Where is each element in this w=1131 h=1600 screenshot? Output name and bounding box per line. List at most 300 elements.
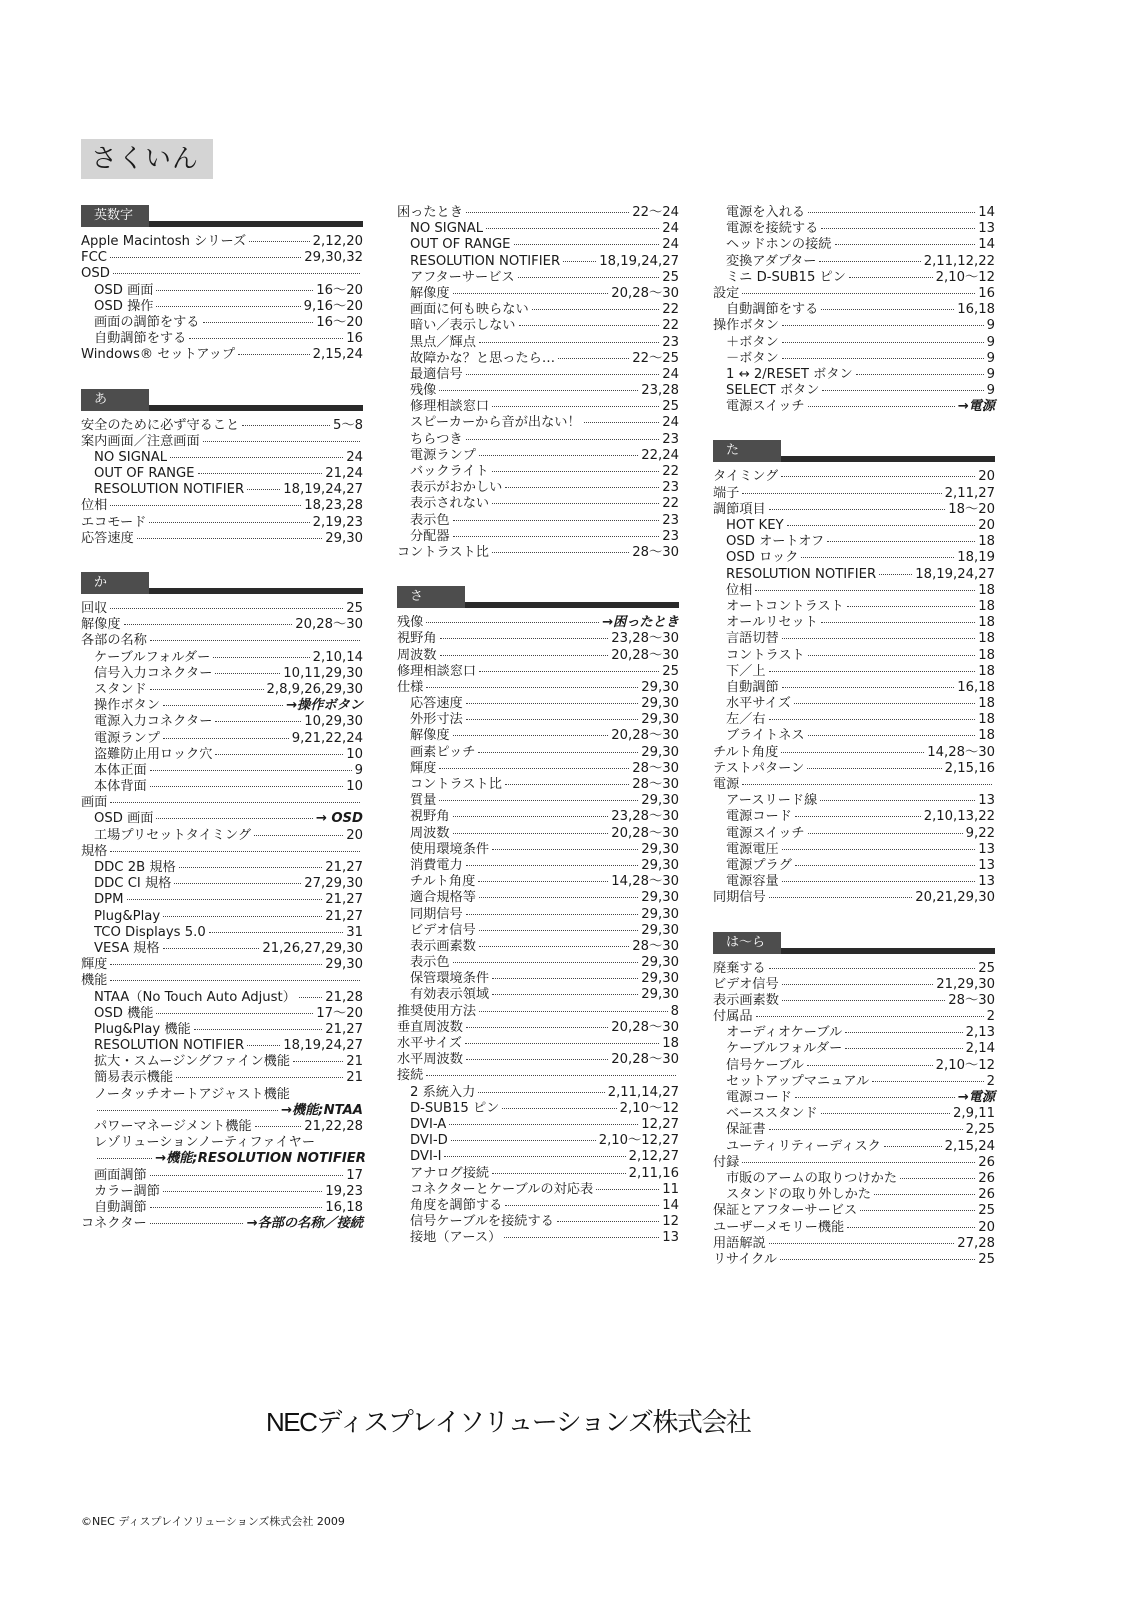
page-numbers: 2,15,24 xyxy=(944,1138,995,1154)
dot-leader xyxy=(821,622,975,623)
page-numbers: 29,30 xyxy=(641,922,679,938)
dot-leader xyxy=(453,833,609,834)
dot-leader xyxy=(819,261,920,262)
index-entry xyxy=(81,844,363,860)
copyright-notice: ©NEC ディスプレイソリューションズ株式会社 2009 xyxy=(81,1515,345,1528)
index-term: 視野角 xyxy=(410,809,450,825)
index-term: 画面に何も映らない xyxy=(410,302,529,318)
index-entry xyxy=(397,1052,679,1068)
dot-leader xyxy=(769,509,946,510)
page-numbers: 20 xyxy=(978,1219,995,1235)
index-term: リサイクル xyxy=(713,1251,778,1267)
index-term: オーディオケーブル xyxy=(726,1025,843,1041)
index-entry xyxy=(81,957,363,973)
index-entry xyxy=(713,1171,995,1187)
index-term: 保証とアフターサービス xyxy=(713,1203,858,1219)
dot-leader xyxy=(466,865,638,866)
page-numbers: 9 xyxy=(354,762,363,778)
index-entry xyxy=(713,534,995,550)
index-term: 左／右 xyxy=(726,712,766,728)
dot-leader xyxy=(782,881,975,882)
page-numbers: 18,19,24,27 xyxy=(283,482,363,498)
page-numbers: 18,19,24,27 xyxy=(283,1038,363,1054)
page-numbers: 18 xyxy=(978,696,995,712)
dot-leader xyxy=(781,752,924,753)
dot-leader xyxy=(821,1113,950,1114)
index-entry xyxy=(397,383,679,399)
page-numbers: 16～20 xyxy=(316,282,363,298)
page-numbers: 10,11,29,30 xyxy=(283,665,363,681)
page-numbers: 12 xyxy=(662,1214,679,1230)
index-entry xyxy=(397,1036,679,1052)
page-numbers: 16 xyxy=(346,331,363,347)
index-term: ケーブルフォルダー xyxy=(726,1041,843,1057)
index-entry xyxy=(81,1119,363,1135)
index-term: 残像 xyxy=(397,615,424,631)
dot-leader xyxy=(492,406,659,407)
dot-leader xyxy=(110,980,360,981)
dot-leader xyxy=(426,1075,676,1076)
page-numbers: 18 xyxy=(978,534,995,550)
index-term: チルト角度 xyxy=(410,874,476,890)
index-entry xyxy=(713,237,995,253)
index-entry xyxy=(397,480,679,496)
index-entry xyxy=(81,450,363,466)
section-heading xyxy=(397,586,679,608)
page-numbers: 23 xyxy=(662,512,679,528)
dot-leader xyxy=(782,687,954,688)
index-entry xyxy=(81,682,363,698)
index-term: TCO Displays 5.0 xyxy=(94,924,206,940)
index-entry xyxy=(81,1103,363,1119)
index-term: －ボタン xyxy=(726,350,779,366)
index-entry xyxy=(713,977,995,993)
page-numbers: 9,16～20 xyxy=(303,298,363,314)
dot-leader xyxy=(198,473,323,474)
dot-leader xyxy=(505,1205,659,1206)
index-entry xyxy=(713,777,995,793)
dot-leader xyxy=(110,505,301,506)
index-term: 水平サイズ xyxy=(726,696,791,712)
index-term: OSD 画面 xyxy=(94,811,154,827)
index-term: 垂直周波数 xyxy=(397,1019,463,1035)
page-numbers: 29,30 xyxy=(641,906,679,922)
index-term: 解像度 xyxy=(410,728,450,744)
page-numbers: 9 xyxy=(986,334,995,350)
index-entry xyxy=(397,907,679,923)
index-term: DVI-D xyxy=(410,1133,448,1149)
index-entry xyxy=(713,1106,995,1122)
index-entry xyxy=(713,648,995,664)
dot-leader xyxy=(426,622,599,623)
dot-leader xyxy=(781,476,975,477)
page-numbers: 2,11,14,27 xyxy=(607,1084,679,1100)
index-term: ベーススタンド xyxy=(726,1106,818,1122)
dot-leader xyxy=(492,471,659,472)
index-term: コントラスト比 xyxy=(397,544,489,560)
index-entry xyxy=(713,761,995,777)
index-term: 電源コード xyxy=(726,1090,792,1105)
index-term: 表示がおかしい xyxy=(410,480,503,496)
dot-leader xyxy=(820,800,975,801)
index-term: DPM xyxy=(94,892,124,908)
dot-leader xyxy=(478,881,608,882)
dot-leader xyxy=(479,671,659,672)
cross-reference: →電源 xyxy=(957,1090,995,1105)
page-numbers: 21,24 xyxy=(325,466,363,482)
index-entry xyxy=(397,631,679,647)
dot-leader xyxy=(782,1000,945,1001)
index-term: スタンド xyxy=(94,681,147,697)
index-entry xyxy=(397,939,679,955)
index-entry xyxy=(397,513,679,529)
index-entry xyxy=(397,1117,679,1133)
index-term: 各部の名称 xyxy=(81,633,147,649)
page-numbers: 11 xyxy=(662,1181,679,1197)
index-entry xyxy=(397,464,679,480)
index-entry xyxy=(397,874,679,890)
index-term: 表示色 xyxy=(410,512,450,528)
index-entry xyxy=(397,448,679,464)
index-entry xyxy=(81,990,363,1006)
page-numbers: 26 xyxy=(978,1154,995,1170)
page-numbers: 29,30 xyxy=(641,679,679,695)
page-numbers: 18 xyxy=(978,712,995,728)
page-numbers: 21 xyxy=(346,1070,363,1086)
index-term: ユーザーメモリー機能 xyxy=(713,1219,845,1235)
dot-leader xyxy=(466,703,638,704)
index-entry xyxy=(397,1149,679,1165)
index-term: テストパターン xyxy=(713,760,805,776)
dot-leader xyxy=(557,1221,659,1222)
index-entry xyxy=(81,617,363,633)
index-term: バックライト xyxy=(410,464,489,479)
dot-leader xyxy=(203,322,314,323)
index-entry xyxy=(397,728,679,744)
index-term: ビデオ信号 xyxy=(410,922,476,938)
dot-leader xyxy=(782,325,984,326)
index-term: NTAA（No Touch Auto Adjust） xyxy=(94,989,296,1005)
index-term: 消費電力 xyxy=(410,857,463,873)
index-term: スタンドの取り外しかた xyxy=(726,1187,872,1203)
index-term: 自動調節をする xyxy=(726,302,819,318)
dot-leader xyxy=(465,1043,659,1044)
index-entry xyxy=(713,680,995,696)
index-entry xyxy=(81,731,363,747)
index-term: 推奨使用方法 xyxy=(397,1003,477,1019)
page-numbers: 29,30 xyxy=(641,712,679,728)
page-numbers: 25 xyxy=(662,399,679,415)
index-entry xyxy=(713,1139,995,1155)
page-numbers: 24 xyxy=(662,221,679,237)
index-term: ＋ボタン xyxy=(726,334,779,350)
index-term: NO SIGNAL xyxy=(410,221,484,237)
dot-leader xyxy=(849,277,933,278)
dot-leader xyxy=(769,897,913,898)
index-term: 付属品 xyxy=(713,1009,753,1025)
dot-leader xyxy=(255,1126,302,1127)
page-numbers: 23 xyxy=(662,528,679,544)
index-term: 位相 xyxy=(726,582,753,598)
dot-leader xyxy=(872,1081,983,1082)
index-entry xyxy=(713,1155,995,1171)
index-term: 輝度 xyxy=(410,760,437,776)
index-term: 電源入力コネクター xyxy=(94,714,213,730)
index-term: 言語切替 xyxy=(726,631,779,647)
index-entry xyxy=(713,399,995,415)
dot-leader xyxy=(466,212,629,213)
index-term: 分配器 xyxy=(410,528,450,544)
dot-leader xyxy=(514,244,660,245)
index-entry xyxy=(81,973,363,989)
dot-leader xyxy=(163,916,322,917)
page-numbers: 5～8 xyxy=(333,417,363,433)
page-numbers: 18,19 xyxy=(957,550,995,566)
index-entry xyxy=(397,1182,679,1198)
index-term: Apple Macintosh シリーズ xyxy=(81,234,247,249)
dot-leader xyxy=(156,306,300,307)
cross-reference: →電源 xyxy=(957,399,995,415)
page-numbers: 28～30 xyxy=(632,544,679,560)
index-term: 2 系統入力 xyxy=(410,1084,476,1100)
index-term: コネクターとケーブルの対応表 xyxy=(410,1181,594,1197)
index-term: 表示色 xyxy=(410,955,450,971)
index-term: 同期信号 xyxy=(410,906,463,922)
page-numbers: 2,11,27 xyxy=(944,485,995,501)
page-numbers: 2,11,16 xyxy=(628,1165,679,1181)
page-numbers: 2,10～12 xyxy=(935,1057,995,1073)
index-entry xyxy=(81,234,363,250)
index-term: DDC CI 規格 xyxy=(94,876,172,892)
index-entry xyxy=(397,432,679,448)
dot-leader xyxy=(795,1097,955,1098)
page-numbers: 31 xyxy=(346,924,363,940)
dot-leader xyxy=(453,735,609,736)
index-entry xyxy=(397,286,679,302)
index-entry xyxy=(397,923,679,939)
index-term: 1 ↔ 2/RESET ボタン xyxy=(726,366,853,382)
page-numbers: 23,28～30 xyxy=(611,631,679,647)
index-term: 最適信号 xyxy=(410,366,463,382)
page-numbers: 22,24 xyxy=(641,447,679,463)
index-entry xyxy=(397,399,679,415)
page-numbers: 14 xyxy=(978,237,995,253)
index-entry xyxy=(713,383,995,399)
index-entry xyxy=(81,909,363,925)
index-term: FCC xyxy=(81,250,108,266)
page-numbers: 18 xyxy=(978,647,995,663)
index-term: アフターサービス xyxy=(410,269,515,285)
index-entry xyxy=(81,1135,363,1151)
page-numbers: 21,28 xyxy=(325,989,363,1005)
index-entry xyxy=(397,351,679,367)
dot-leader xyxy=(532,309,660,310)
dot-leader xyxy=(110,964,322,965)
dot-leader xyxy=(466,374,659,375)
dot-leader xyxy=(782,638,975,639)
dot-leader xyxy=(782,984,934,985)
page-numbers: 18 xyxy=(978,582,995,598)
section-heading xyxy=(713,932,995,954)
index-entry xyxy=(397,955,679,971)
index-term: OSD オートオフ xyxy=(726,534,825,550)
index-term: コネクター xyxy=(81,1216,147,1232)
index-term: ブライトネス xyxy=(726,728,805,744)
index-entry xyxy=(397,745,679,761)
index-entry xyxy=(713,858,995,874)
index-term: RESOLUTION NOTIFIER xyxy=(726,566,877,582)
index-term: 位相 xyxy=(81,498,108,514)
page-numbers: 29,30 xyxy=(325,530,363,546)
dot-leader xyxy=(449,1124,638,1125)
index-entry xyxy=(397,1214,679,1230)
dot-leader xyxy=(189,338,343,339)
dot-leader xyxy=(596,1189,659,1190)
dot-leader xyxy=(808,406,955,407)
index-entry xyxy=(713,318,995,334)
dot-leader xyxy=(203,441,360,442)
page-numbers: 9,21,22,24 xyxy=(291,730,363,746)
index-entry xyxy=(397,205,679,221)
index-term: 適合規格等 xyxy=(410,890,476,906)
dot-leader xyxy=(835,244,976,245)
dot-leader xyxy=(174,883,301,884)
dot-leader xyxy=(215,721,301,722)
page-numbers: 2,10～12 xyxy=(935,269,995,285)
dot-leader xyxy=(900,1178,975,1179)
page-numbers: 25 xyxy=(662,269,679,285)
index-term: 電源 xyxy=(713,777,740,792)
dot-leader xyxy=(479,930,639,931)
dot-leader xyxy=(769,1243,954,1244)
index-term: OSD 操作 xyxy=(94,298,154,314)
index-entry xyxy=(713,486,995,502)
page-numbers: 13 xyxy=(978,793,995,809)
page-numbers: 19,23 xyxy=(325,1183,363,1199)
index-entry xyxy=(81,633,363,649)
index-term: 自動調節をする xyxy=(94,331,187,347)
index-term: OUT OF RANGE xyxy=(410,237,511,253)
page-numbers: 14 xyxy=(662,1197,679,1213)
page-numbers: 16～20 xyxy=(316,314,363,330)
company-logo: NECディスプレイソリューションズ株式会社 xyxy=(266,1407,751,1437)
dot-leader xyxy=(163,738,289,739)
index-term: OSD xyxy=(81,266,110,282)
dot-leader xyxy=(756,1016,984,1017)
page-numbers: 9,22 xyxy=(965,825,995,841)
section-gap xyxy=(81,364,363,389)
index-entry xyxy=(713,286,995,302)
index-term: VESA 規格 xyxy=(94,940,160,956)
index-term: コントラスト比 xyxy=(410,777,502,792)
index-entry xyxy=(81,925,363,941)
index-term: 保証書 xyxy=(726,1122,766,1138)
index-entry xyxy=(713,302,995,318)
dot-leader xyxy=(769,719,976,720)
page-numbers: 10,29,30 xyxy=(304,714,363,730)
dot-leader xyxy=(110,257,301,258)
page-numbers: 18,19,24,27 xyxy=(599,253,679,269)
page-numbers: 22 xyxy=(662,464,679,479)
dot-leader xyxy=(247,489,280,490)
index-term: エコモード xyxy=(81,514,147,530)
index-entry xyxy=(81,347,363,363)
dot-leader xyxy=(149,522,309,523)
dot-leader xyxy=(110,802,360,803)
dot-leader xyxy=(150,1223,244,1224)
index-term: 調節項目 xyxy=(713,501,766,517)
index-entry xyxy=(713,1122,995,1138)
page-numbers: 29,30 xyxy=(641,696,679,712)
index-term: 電源容量 xyxy=(726,874,779,890)
dot-leader xyxy=(505,784,629,785)
index-entry xyxy=(397,367,679,383)
index-entry xyxy=(713,335,995,351)
index-entry xyxy=(397,680,679,696)
index-entry xyxy=(713,961,995,977)
index-term: 接続 xyxy=(397,1068,424,1084)
index-entry xyxy=(713,205,995,221)
index-term: OUT OF RANGE xyxy=(94,466,195,482)
dot-leader xyxy=(150,689,264,690)
index-entry xyxy=(397,712,679,728)
page-numbers: 29,30,32 xyxy=(304,250,363,266)
index-entry xyxy=(397,987,679,1003)
dot-leader xyxy=(453,520,660,521)
page-numbers: 2,11,12,22 xyxy=(923,253,995,269)
index-entry xyxy=(81,828,363,844)
index-term: 市販のアームの取りつけかた xyxy=(726,1170,898,1186)
index-entry xyxy=(81,876,363,892)
dot-leader xyxy=(827,541,975,542)
index-term: 電源ランプ xyxy=(94,730,160,746)
page-numbers: 18,19,24,27 xyxy=(915,566,995,582)
page-numbers: 20,28～30 xyxy=(611,825,679,841)
page-numbers: 29,30 xyxy=(641,971,679,987)
index-entry xyxy=(713,631,995,647)
index-term: 使用環境条件 xyxy=(410,841,490,857)
index-entry xyxy=(713,221,995,237)
index-term: 自動調節 xyxy=(94,1199,147,1215)
dot-leader xyxy=(769,968,975,969)
dot-leader xyxy=(179,867,323,868)
index-entry xyxy=(397,254,679,270)
dot-leader xyxy=(466,914,638,915)
dot-leader xyxy=(439,390,638,391)
index-term: 設定 xyxy=(713,285,740,301)
dot-leader xyxy=(742,784,992,785)
page-numbers: 2,15,24 xyxy=(312,347,363,363)
index-entry xyxy=(81,283,363,299)
index-term: D-SUB15 ピン xyxy=(410,1100,500,1116)
dot-leader xyxy=(293,1061,343,1062)
index-entry xyxy=(397,761,679,777)
index-term: 電源を入れる xyxy=(726,205,806,220)
index-entry xyxy=(713,1090,995,1106)
index-entry xyxy=(81,763,363,779)
page-numbers: 22～24 xyxy=(632,205,679,220)
dot-leader xyxy=(170,457,343,458)
page-title: さくいん xyxy=(81,139,213,179)
index-term: DVI-I xyxy=(410,1149,442,1165)
dot-leader xyxy=(879,574,912,575)
dot-leader xyxy=(874,1194,975,1195)
index-entry xyxy=(713,518,995,534)
page-numbers: 8 xyxy=(670,1003,679,1019)
index-entry xyxy=(81,1200,363,1216)
index-term: OSD 機能 xyxy=(94,1005,154,1021)
page-numbers: 2,10～12 xyxy=(619,1100,679,1116)
